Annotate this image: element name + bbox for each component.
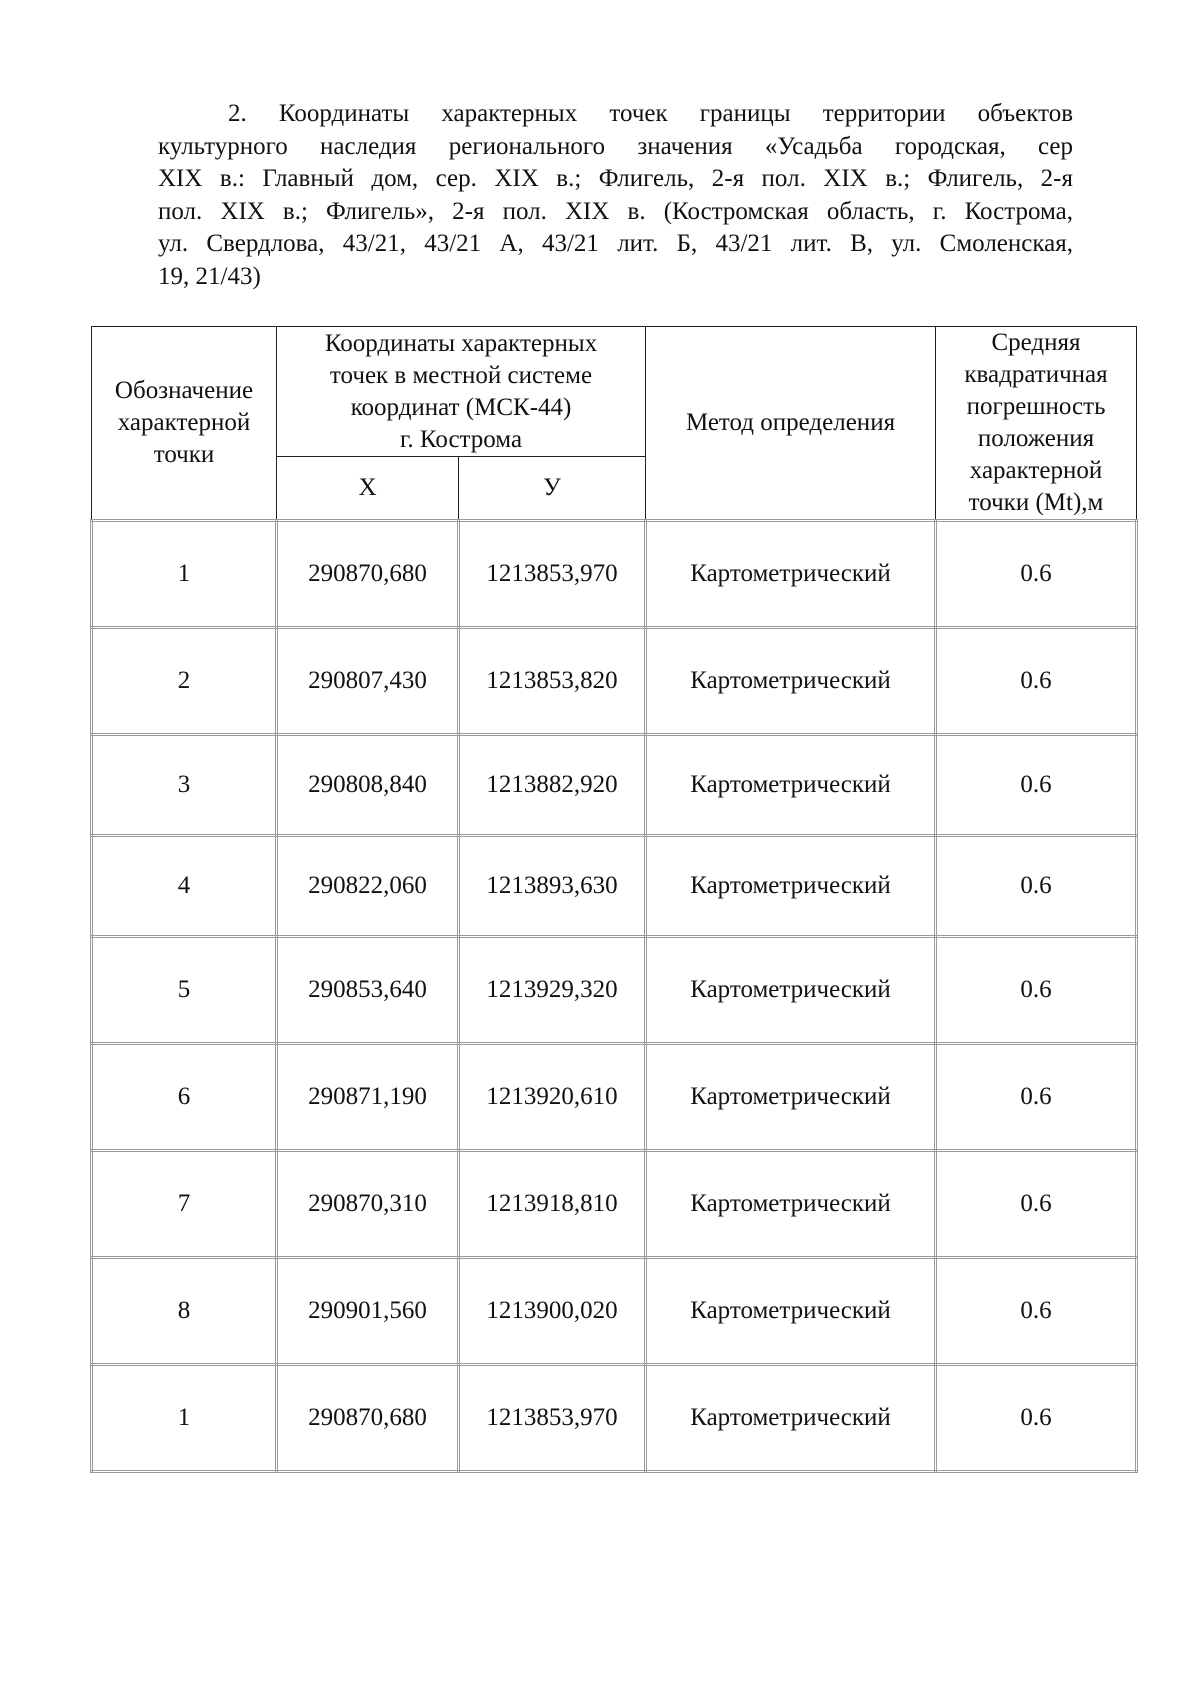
- cell-x: 290853,640: [277, 937, 459, 1044]
- cell-point: 4: [92, 836, 277, 937]
- cell-point: 1: [92, 521, 277, 628]
- cell-x: 290807,430: [277, 628, 459, 735]
- header-coords-line: Координаты характерных: [324, 329, 598, 357]
- cell-y: 1213853,970: [459, 1365, 646, 1472]
- cell-method: Картометрический: [646, 628, 936, 735]
- coordinates-table: [90, 326, 1138, 1473]
- cell-method: Картометрический: [646, 521, 936, 628]
- cell-y: 1213900,020: [459, 1258, 646, 1365]
- cell-method: Картометрический: [646, 1151, 936, 1258]
- header-y: У: [459, 457, 646, 521]
- header-error-line: Средняя: [991, 329, 1081, 356]
- heading-line: 2. Координаты характерных точек границы территории объектов: [228, 100, 1073, 127]
- cell-error: 0.6: [936, 628, 1137, 735]
- header-coords-line: координат (МСК-44): [350, 393, 572, 421]
- cell-x: 290870,680: [277, 1365, 459, 1472]
- table-row: [92, 628, 1137, 735]
- cell-y: 1213893,630: [459, 836, 646, 937]
- cell-x: 290870,310: [277, 1151, 459, 1258]
- cell-error: 0.6: [936, 735, 1137, 836]
- cell-point: 3: [92, 735, 277, 836]
- header-error-line: положения: [977, 425, 1095, 452]
- cell-x: 290870,680: [277, 521, 459, 628]
- cell-y: 1213920,610: [459, 1044, 646, 1151]
- cell-y: 1213853,820: [459, 628, 646, 735]
- header-error: [936, 327, 1137, 521]
- cell-method: Картометрический: [646, 836, 936, 937]
- cell-method: Картометрический: [646, 735, 936, 836]
- cell-method: Картометрический: [646, 1044, 936, 1151]
- heading-line: XIX в.: Главный дом, сер. XIX в.; Флигель, 2-я пол. XIX в.; Флигель, 2-я: [158, 165, 1073, 192]
- cell-point: 8: [92, 1258, 277, 1365]
- table-row: [92, 836, 1137, 937]
- heading-line: ул. Свердлова, 43/21, 43/21 А, 43/21 лит. Б, 43/21 лит. В, ул. Смоленская,: [158, 230, 1073, 257]
- cell-point: 2: [92, 628, 277, 735]
- cell-error: 0.6: [936, 1365, 1137, 1472]
- heading-line: культурного наследия регионального значения «Усадьба городская, сер: [158, 132, 1073, 160]
- cell-y: 1213918,810: [459, 1151, 646, 1258]
- header-point-line: характерной: [117, 409, 251, 436]
- cell-method: Картометрический: [646, 937, 936, 1044]
- cell-y: 1213929,320: [459, 937, 646, 1044]
- cell-point: 5: [92, 937, 277, 1044]
- cell-x: 290822,060: [277, 836, 459, 937]
- cell-x: 290808,840: [277, 735, 459, 836]
- table-row: [92, 1258, 1137, 1365]
- heading-line: пол. XIX в.; Флигель», 2-я пол. XIX в. (Костромская область, г. Кострома,: [158, 197, 1073, 225]
- cell-y: 1213882,920: [459, 735, 646, 836]
- cell-point: 1: [92, 1365, 277, 1472]
- cell-x: 290901,560: [277, 1258, 459, 1365]
- header-error-line: точки (Mt),м: [968, 489, 1104, 516]
- cell-error: 0.6: [936, 521, 1137, 628]
- table-row: [92, 735, 1137, 836]
- heading-line: 19, 21/43): [158, 262, 261, 290]
- header-coords-line: точек в местной системе: [329, 361, 593, 389]
- cell-error: 0.6: [936, 1044, 1137, 1151]
- table-row: [92, 1044, 1137, 1151]
- cell-method: Картометрический: [646, 1258, 936, 1365]
- header-error-line: характерной: [969, 457, 1103, 484]
- table-row: [92, 1151, 1137, 1258]
- cell-error: 0.6: [936, 836, 1137, 937]
- table-row: [92, 937, 1137, 1044]
- cell-error: 0.6: [936, 937, 1137, 1044]
- section-heading: [158, 98, 1073, 293]
- header-coords-line: г. Кострома: [399, 425, 523, 453]
- header-error-line: квадратичная: [964, 361, 1108, 388]
- cell-y: 1213853,970: [459, 521, 646, 628]
- header-point-line: Обозначение: [114, 377, 254, 404]
- cell-error: 0.6: [936, 1151, 1137, 1258]
- header-point: [92, 327, 277, 521]
- cell-point: 7: [92, 1151, 277, 1258]
- cell-error: 0.6: [936, 1258, 1137, 1365]
- table-row: [92, 521, 1137, 628]
- header-error-line: погрешность: [966, 393, 1106, 420]
- cell-method: Картометрический: [646, 1365, 936, 1472]
- header-method: Метод определения: [646, 327, 936, 521]
- header-coordinates: [277, 327, 646, 457]
- header-point-line: точки: [153, 441, 215, 468]
- cell-x: 290871,190: [277, 1044, 459, 1151]
- header-x: X: [277, 457, 459, 521]
- table-row: [92, 1365, 1137, 1472]
- cell-point: 6: [92, 1044, 277, 1151]
